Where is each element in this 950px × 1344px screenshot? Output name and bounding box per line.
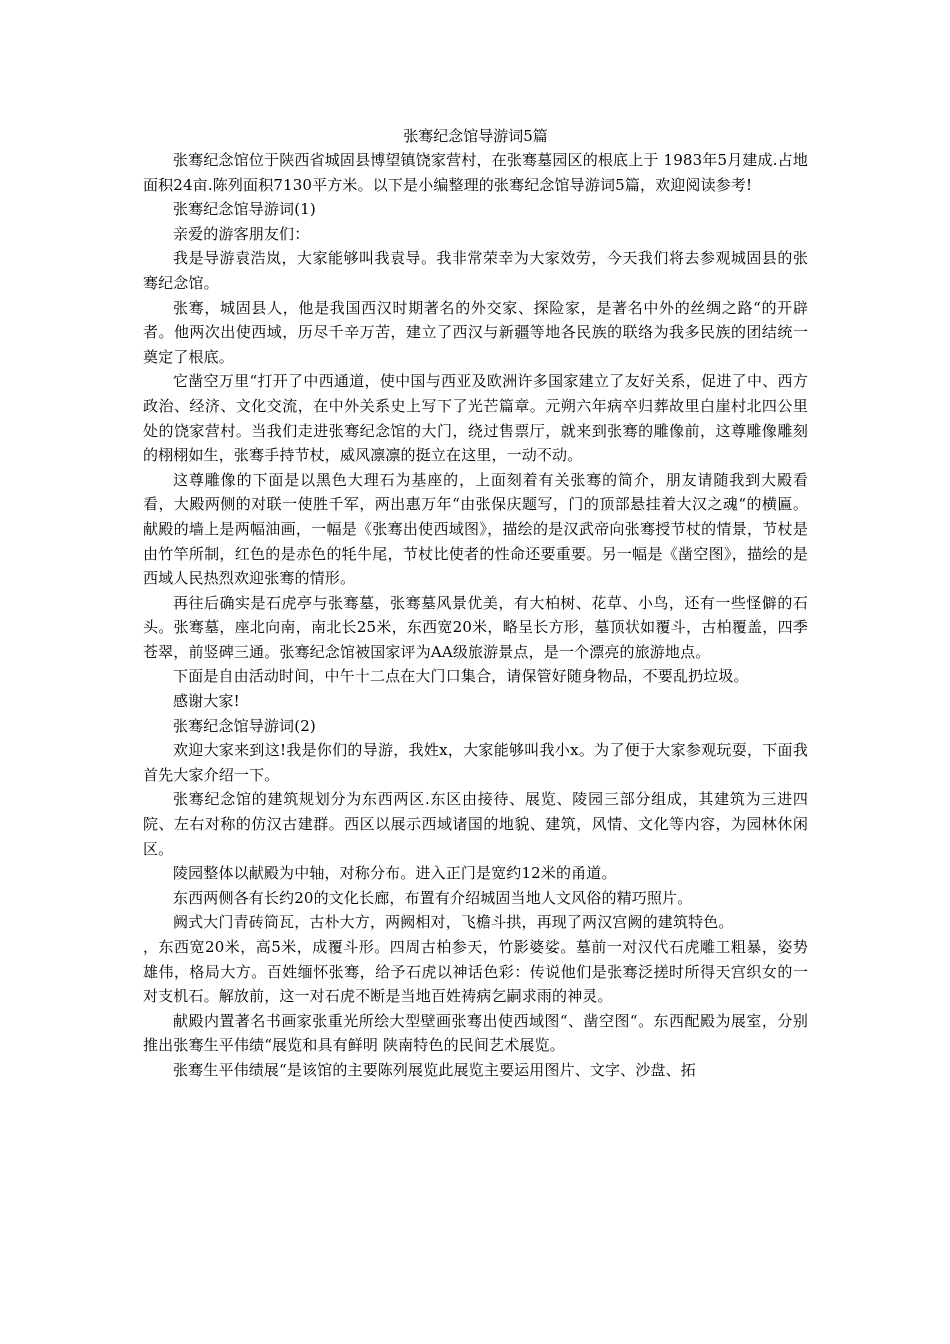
paragraph: 张骞纪念馆导游词(2) xyxy=(173,716,316,735)
paragraph: 感谢大家! xyxy=(173,692,240,711)
paragraph: ，东西宽20米，高5米，成覆斗形。四周古柏参天，竹影婆娑。墓前一对汉代石虎雕工粗暴，姿势雄伟，格局大方。百姓缅怀张骞，给予石虎以神话色彩：传说他们是张骞泛搓时所得天宫织女的一对支机石。解放前，这一对石虎不断是当地百姓祷病乞嗣求雨的神灵。 xyxy=(143,938,808,1006)
paragraph: 亲爱的游客朋友们： xyxy=(173,224,310,243)
document-body xyxy=(143,148,808,1083)
paragraph: 张骞生平伟绩展“是该馆的主要陈列展览此展览主要运用图片、文字、沙盘、拓 xyxy=(173,1060,696,1079)
paragraph: 张骞纪念馆的建筑规划分为东西两区.东区由接待、展览、陵园三部分组成，其建筑为三进四院、左右对称的仿汉古建群。西区以展示西域诸国的地貌、建筑，风情、文化等内容，为园林休闲区。 xyxy=(143,790,808,858)
paragraph: 再往后确实是石虎亭与张骞墓，张骞墓风景优美，有大柏树、花草、小鸟，还有一些怪僻的石头。张骞墓，座北向南，南北长25米，东西宽20米，略呈长方形，墓顶状如覆斗，古柏覆盖，四季苍翠，前竖碑三通。张骞纪念馆被国家评为AA级旅游景点，是一个漂亮的旅游地点。 xyxy=(143,593,808,661)
paragraph: 这尊雕像的下面是以黑色大理石为基座的，上面刻着有关张骞的简介，朋友请随我到大殿看看，大殿两侧的对联一使胜千军，两出惠万年“由张保庆题写，门的顶部悬挂着大汉之魂“的横匾。献殿的墙上是两幅油画，一幅是《张骞出使西域图》，描绘的是汉武帝向张骞授节杖的情景，节杖是由竹竿所制，红色的是赤色的牦牛尾，节杖比使者的性命还要重要。另一幅是《凿空图》，描绘的是西域人民热烈欢迎张骞的情形。 xyxy=(143,470,808,588)
paragraph: 张骞，城固县人，他是我国西汉时期著名的外交家、探险家，是著名中外的丝绸之路“的开辟者。他两次出使西域，历尽千辛万苦，建立了西汉与新疆等地各民族的联络为我多民族的团结统一奠定了根底。 xyxy=(143,298,808,366)
document-page xyxy=(143,124,808,1083)
paragraph: 阙式大门青砖筒瓦，古朴大方，两阙相对，飞檐斗拱，再现了两汉宫阙的建筑特色。 xyxy=(173,913,734,932)
document-title: 张骞纪念馆导游词5篇 xyxy=(403,127,548,145)
paragraph: 下面是自由活动时间，中午十二点在大门口集合，请保管好随身物品，不要乱扔垃圾。 xyxy=(173,667,749,686)
paragraph: 它凿空万里“打开了中西通道，使中国与西亚及欧洲许多国家建立了友好关系，促进了中、西方政治、经济、文化交流，在中外关系史上写下了光芒篇章。元朔六年病卒归葬故里白崖村北四公里处的饶家营村。当我们走进张骞纪念馆的大门，绕过售票厅，就来到张骞的雕像前，这尊雕像雕刻的栩栩如生，张骞手持节杖，威风凛凛的挺立在这里，一动不动。 xyxy=(143,372,808,465)
paragraph: 张骞纪念馆导游词(1) xyxy=(173,200,316,219)
paragraph: 张骞纪念馆位于陕西省城固县博望镇饶家营村，在张骞墓园区的根底上于 1983年5月建成.占地面积24亩.陈列面积7130平方米。以下是小编整理的张骞纪念馆导游词5篇，欢迎阅读参考! xyxy=(143,151,808,194)
paragraph: 欢迎大家来到这!我是你们的导游，我姓x，大家能够叫我小x。为了便于大家参观玩耍，下面我首先大家介绍一下。 xyxy=(143,741,808,784)
paragraph: 我是导游袁浩岚，大家能够叫我袁导。我非常荣幸为大家效劳，今天我们将去参观城固县的张骞纪念馆。 xyxy=(143,249,808,292)
paragraph: 东西两侧各有长约20的文化长廊，布置有介绍城固当地人文风俗的精巧照片。 xyxy=(173,888,693,907)
paragraph: 陵园整体以献殿为中轴，对称分布。进入正门是宽约12米的甬道。 xyxy=(173,864,617,883)
paragraph: 献殿内置著名书画家张重光所绘大型壁画张骞出使西域图“、凿空图“。东西配殿为展室，分别推出张骞生平伟绩“展览和具有鲜明 陕南特色的民间艺术展览。 xyxy=(143,1011,808,1055)
